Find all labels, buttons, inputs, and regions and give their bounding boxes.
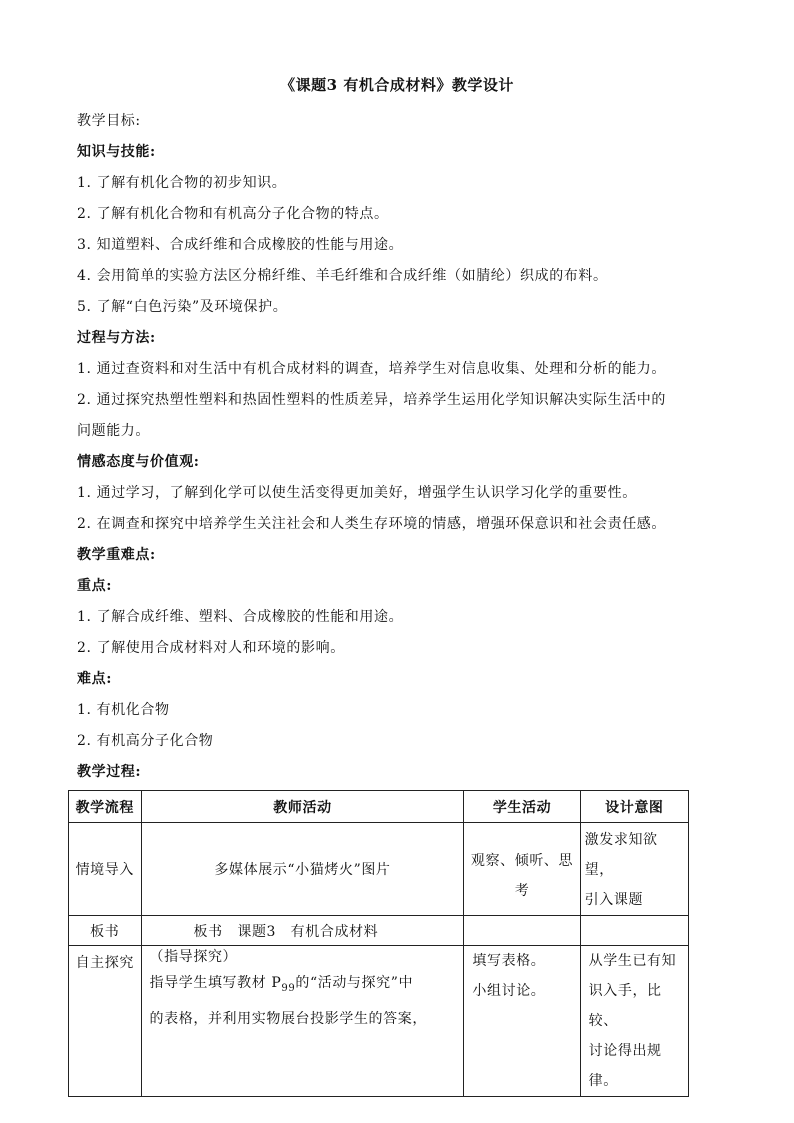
- row1-student: [464, 823, 580, 916]
- key-point-item: 1. 了解合成纤维、塑料、合成橡胶的性能和用途。: [77, 609, 404, 625]
- document-title: 《课题3 有机合成材料》教学设计: [280, 76, 514, 94]
- row1-intent-line: 激发求知欲望，: [584, 832, 658, 878]
- row3-teacher-line: 的表格，并利用实物展台投影学生的答案，: [149, 1010, 427, 1027]
- teaching-process-table: [68, 790, 689, 1097]
- process-item-continued: 问题能力。: [77, 423, 150, 439]
- row3-intent-line: 从学生已有知: [588, 953, 677, 969]
- teaching-goals-label: 教学目标:: [77, 113, 141, 129]
- attitude-item: 2. 在调查和探究中培养学生关注社会和人类生存环境的情感，增强环保意识和社会责任感。: [77, 516, 667, 532]
- teaching-process-heading: 教学过程:: [77, 764, 142, 780]
- row1-intent-line: 引入课题: [584, 892, 644, 908]
- row3-teacher-subscript: 99: [281, 982, 296, 994]
- row3-teacher: [141, 946, 464, 1097]
- header-intent: 设计意图: [580, 791, 688, 823]
- table-header-row: [69, 791, 689, 823]
- table-row: [69, 946, 689, 1097]
- row3-teacher-line: （指导探究）: [149, 949, 238, 965]
- row3-intent-line: 识入手，比较、: [588, 983, 662, 1029]
- attitude-item: 1. 通过学习，了解到化学可以使生活变得更加美好，增强学生认识学习化学的重要性。: [77, 485, 637, 501]
- table-row: [69, 823, 689, 916]
- row1-student-line: 观察、倾听、思: [470, 853, 574, 869]
- goal-item: 5. 了解“白色污染”及环境保护。: [77, 299, 288, 315]
- goal-item: 3. 知道塑料、合成纤维和合成橡胶的性能与用途。: [77, 237, 404, 253]
- header-flow: 教学流程: [69, 791, 142, 823]
- process-item: 1. 通过查资料和对生活中有机合成材料的调查，培养学生对信息收集、处理和分析的能力。: [77, 361, 667, 377]
- row3-teacher-line: [150, 968, 460, 1004]
- attitude-values-heading: 情感态度与价值观:: [77, 454, 200, 470]
- difficult-point-item: 1. 有机化合物: [77, 702, 170, 718]
- row3-student: [464, 946, 580, 1097]
- row3-intent-line: 讨论得出规律。: [588, 1043, 662, 1089]
- row1-intent: [580, 823, 688, 916]
- key-point-item: 2. 了解使用合成材料对人和环境的影响。: [77, 640, 345, 656]
- row3-teacher-text: 的“活动与探究”中: [295, 975, 414, 991]
- row3-teacher-text: 指导学生填写教材 P: [149, 975, 282, 991]
- row2-flow: 板书: [69, 916, 142, 946]
- row1-student-line: 考: [514, 883, 530, 899]
- table-row: [69, 916, 689, 946]
- row3-intent: [580, 946, 688, 1097]
- process-item: 2. 通过探究热塑性塑料和热固性塑料的性质差异，培养学生运用化学知识解决实际生活中的: [77, 392, 667, 408]
- header-student: 学生活动: [464, 791, 580, 823]
- process-method-heading: 过程与方法:: [77, 330, 156, 346]
- row2-intent: [580, 916, 688, 946]
- knowledge-skills-heading: 知识与技能:: [77, 144, 156, 160]
- difficult-points-heading: 难点:: [77, 671, 112, 687]
- row3-flow: 自主探究: [69, 946, 142, 1097]
- row2-student: [464, 916, 580, 946]
- goal-item: 4. 会用简单的实验方法区分棉纤维、羊毛纤维和合成纤维（如腈纶）织成的布料。: [77, 268, 608, 284]
- goal-item: 2. 了解有机化合物和有机高分子化合物的特点。: [77, 206, 389, 222]
- row3-student-line: 小组讨论。: [472, 983, 546, 999]
- difficult-point-item: 2. 有机高分子化合物: [77, 733, 214, 749]
- header-teacher: 教师活动: [141, 791, 464, 823]
- key-difficult-heading: 教学重难点:: [77, 547, 156, 563]
- goal-item: 1. 了解有机化合物的初步知识。: [77, 175, 287, 191]
- key-points-heading: 重点:: [77, 578, 112, 594]
- row1-flow: 情境导入: [69, 823, 142, 916]
- row3-student-line: 填写表格。: [472, 953, 546, 969]
- row1-teacher: 多媒体展示“小猫烤火”图片: [141, 823, 464, 916]
- row2-teacher: 板书 课题3 有机合成材料: [141, 916, 464, 946]
